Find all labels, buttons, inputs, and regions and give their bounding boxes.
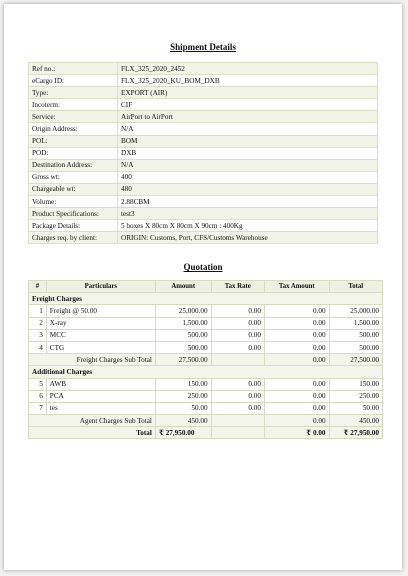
detail-value: 480	[118, 183, 378, 195]
section-name: Freight Charges	[29, 293, 383, 305]
detail-label: Chargeable wt:	[29, 183, 118, 195]
item-number: 6	[29, 390, 47, 402]
subtotal-amount: 27,500.00	[155, 354, 211, 366]
col-header-tax-amount: Tax Amount	[264, 281, 329, 293]
detail-label: Destination Address:	[29, 159, 118, 171]
col-header-particulars: Particulars	[46, 281, 155, 293]
detail-label: Charges req. by client:	[29, 232, 118, 244]
section-header-row	[29, 366, 383, 378]
detail-row	[29, 171, 378, 183]
item-tax-rate: 0.00	[211, 329, 264, 341]
detail-value: AirPort to AirPort	[118, 111, 378, 123]
item-tax-amount: 0.00	[264, 402, 329, 414]
detail-value: 400	[118, 171, 378, 183]
item-total: 50.00	[329, 402, 382, 414]
subtotal-tax-amount: 0.00	[264, 354, 329, 366]
detail-label: Product Specifications:	[29, 208, 118, 220]
item-amount: 150.00	[155, 378, 211, 390]
item-total: 500.00	[329, 341, 382, 353]
item-amount: 1,500.00	[155, 317, 211, 329]
item-tax-rate: 0.00	[211, 305, 264, 317]
detail-label: Incoterm:	[29, 99, 118, 111]
item-tax-rate: 0.00	[211, 390, 264, 402]
item-tax-rate: 0.00	[211, 402, 264, 414]
detail-row	[29, 87, 378, 99]
document-page	[4, 4, 402, 570]
table-row	[29, 390, 383, 402]
item-tax-amount: 0.00	[264, 317, 329, 329]
item-tax-rate: 0.00	[211, 317, 264, 329]
item-tax-amount: 0.00	[264, 305, 329, 317]
detail-value: FLX_325_2020_2452	[118, 63, 378, 75]
detail-label: Package Details:	[29, 220, 118, 232]
detail-label: Volume:	[29, 196, 118, 208]
item-particular: X-ray	[46, 317, 155, 329]
item-tax-amount: 0.00	[264, 329, 329, 341]
detail-row	[29, 111, 378, 123]
detail-value: CIF	[118, 99, 378, 111]
grand-total-tax-amount: ₹ 0.00	[264, 427, 329, 439]
item-total: 250.00	[329, 390, 382, 402]
subtotal-row	[29, 415, 383, 427]
detail-value: FLX_325_2020_KU_BOM_DXB	[118, 75, 378, 87]
detail-row	[29, 196, 378, 208]
detail-value: DXB	[118, 147, 378, 159]
subtotal-total: 450.00	[329, 415, 382, 427]
item-amount: 500.00	[155, 329, 211, 341]
table-row	[29, 402, 383, 414]
item-tax-amount: 0.00	[264, 341, 329, 353]
detail-row	[29, 183, 378, 195]
grand-total-row	[29, 427, 383, 439]
shipment-details-table	[28, 62, 378, 244]
table-row	[29, 329, 383, 341]
quotation-header-row	[29, 281, 383, 293]
subtotal-row	[29, 354, 383, 366]
item-number: 7	[29, 402, 47, 414]
item-tax-amount: 0.00	[264, 390, 329, 402]
table-row	[29, 378, 383, 390]
detail-label: Ref no.:	[29, 63, 118, 75]
item-particular: MCC	[46, 329, 155, 341]
shipment-details-title: Shipment Details	[170, 42, 236, 52]
subtotal-total: 27,500.00	[329, 354, 382, 366]
detail-value: N/A	[118, 159, 378, 171]
detail-row	[29, 220, 378, 232]
subtotal-label: Freight Charges Sub Total	[29, 354, 156, 366]
col-header-total: Total	[329, 281, 382, 293]
detail-row	[29, 208, 378, 220]
subtotal-amount: 450.00	[155, 415, 211, 427]
detail-value: N/A	[118, 123, 378, 135]
subtotal-label: Agent Charges Sub Total	[29, 415, 156, 427]
item-amount: 50.00	[155, 402, 211, 414]
item-tax-amount: 0.00	[264, 378, 329, 390]
item-number: 5	[29, 378, 47, 390]
detail-value: test3	[118, 208, 378, 220]
detail-row	[29, 99, 378, 111]
table-row	[29, 305, 383, 317]
item-number: 1	[29, 305, 47, 317]
grand-total-label: Total	[29, 427, 156, 439]
detail-value: 2.88CBM	[118, 196, 378, 208]
item-amount: 500.00	[155, 341, 211, 353]
section-header-row	[29, 293, 383, 305]
detail-value: 5 boxes X 80cm X 80cm X 90cm : 400Kg	[118, 220, 378, 232]
item-amount: 25,000.00	[155, 305, 211, 317]
item-total: 1,500.00	[329, 317, 382, 329]
quotation-table	[28, 280, 383, 439]
detail-label: eCargo ID:	[29, 75, 118, 87]
detail-label: Type:	[29, 87, 118, 99]
item-number: 3	[29, 329, 47, 341]
item-total: 500.00	[329, 329, 382, 341]
item-particular: CTG	[46, 341, 155, 353]
section-name: Additional Charges	[29, 366, 383, 378]
detail-row	[29, 123, 378, 135]
item-number: 2	[29, 317, 47, 329]
detail-row	[29, 135, 378, 147]
detail-row	[29, 75, 378, 87]
col-header-number: #	[29, 281, 47, 293]
item-amount: 250.00	[155, 390, 211, 402]
item-tax-rate: 0.00	[211, 378, 264, 390]
quotation-title: Quotation	[183, 262, 223, 272]
item-tax-rate: 0.00	[211, 341, 264, 353]
grand-total-amount: ₹ 27,950.00	[155, 427, 211, 439]
grand-total-total: ₹ 27,950.00	[329, 427, 382, 439]
subtotal-tax-amount: 0.00	[264, 415, 329, 427]
item-total: 25,000.00	[329, 305, 382, 317]
detail-label: Gross wt:	[29, 171, 118, 183]
table-row	[29, 341, 383, 353]
detail-label: POD:	[29, 147, 118, 159]
item-number: 4	[29, 341, 47, 353]
detail-row	[29, 63, 378, 75]
detail-value: EXPORT (AIR)	[118, 87, 378, 99]
detail-label: Origin Address:	[29, 123, 118, 135]
detail-value: ORIGIN: Customs, Port, CFS/Customs Warehouse	[118, 232, 378, 244]
col-header-tax-rate: Tax Rate	[211, 281, 264, 293]
item-particular: AWB	[46, 378, 155, 390]
item-total: 150.00	[329, 378, 382, 390]
item-particular: tes	[46, 402, 155, 414]
table-row	[29, 317, 383, 329]
detail-label: POL:	[29, 135, 118, 147]
item-particular: Freight @ 50.00	[46, 305, 155, 317]
detail-value: BOM	[118, 135, 378, 147]
detail-row	[29, 232, 378, 244]
item-particular: PCA	[46, 390, 155, 402]
detail-row	[29, 159, 378, 171]
detail-row	[29, 147, 378, 159]
detail-label: Service:	[29, 111, 118, 123]
col-header-amount: Amount	[155, 281, 211, 293]
